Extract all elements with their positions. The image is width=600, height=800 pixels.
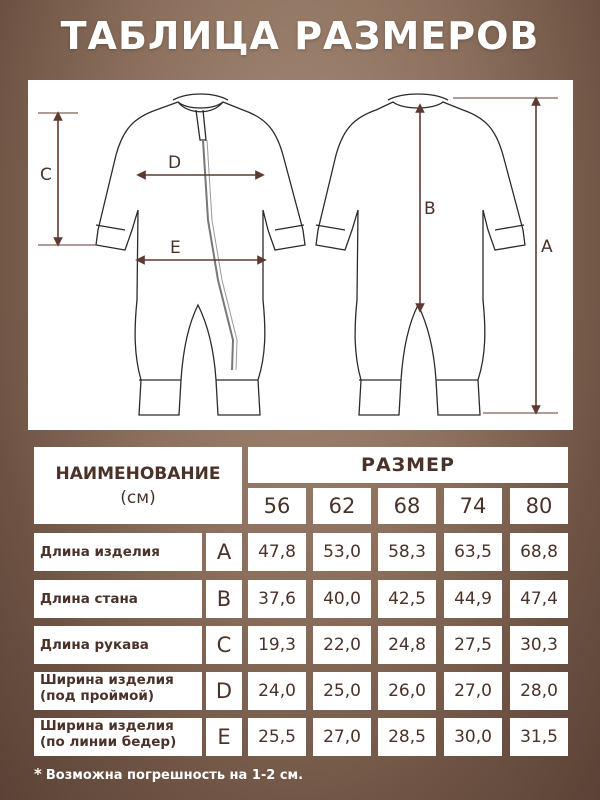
row-letter-d: D <box>206 672 242 710</box>
table-cell: 30,0 <box>444 718 502 756</box>
table-cell: 25,5 <box>248 718 306 756</box>
row-label-text: Длина стана <box>40 591 138 607</box>
label-e: E <box>170 238 181 258</box>
table-cell: 53,0 <box>313 533 371 571</box>
row-label-text: Ширина изделия <box>40 718 174 734</box>
row-label-e <box>34 718 202 756</box>
table-cell: 22,0 <box>313 626 371 664</box>
size-56: 56 <box>248 488 306 524</box>
table-cell: 19,3 <box>248 626 306 664</box>
label-c: C <box>40 165 52 185</box>
size-74: 74 <box>444 488 502 524</box>
table-cell: 30,3 <box>510 626 568 664</box>
name-header-unit: (см) <box>120 487 156 508</box>
table-cell: 63,5 <box>444 533 502 571</box>
row-label-subtext: (по линии бедер) <box>40 734 177 750</box>
table-cell: 27,5 <box>444 626 502 664</box>
row-letter-e: E <box>206 718 242 756</box>
label-b: B <box>424 199 436 219</box>
table-cell: 47,8 <box>248 533 306 571</box>
page-title: ТАБЛИЦА РАЗМЕРОВ <box>60 14 540 58</box>
table-cell: 37,6 <box>248 580 306 618</box>
table-cell: 40,0 <box>313 580 371 618</box>
table-cell: 25,0 <box>313 672 371 710</box>
table-cell: 26,0 <box>378 672 436 710</box>
onesie-sleepsuit-icon <box>28 80 573 430</box>
label-a: A <box>541 237 553 257</box>
row-label-d <box>34 672 202 710</box>
size-80: 80 <box>510 488 568 524</box>
row-label-text: Ширина изделия <box>40 672 174 688</box>
size-62: 62 <box>313 488 371 524</box>
size-68: 68 <box>378 488 436 524</box>
table-cell: 47,4 <box>510 580 568 618</box>
name-header-title: НАИМЕНОВАНИЕ <box>55 463 221 484</box>
front-view <box>96 94 305 415</box>
row-letter-a: A <box>206 533 242 571</box>
footnote-text: Возможна погрешность на 1-2 см. <box>45 768 304 783</box>
table-cell: 58,3 <box>378 533 436 571</box>
table-cell: 68,8 <box>510 533 568 571</box>
footnote <box>34 765 303 783</box>
row-letter-c: C <box>206 626 242 664</box>
size-header: РАЗМЕР <box>248 447 568 483</box>
garment-diagram <box>28 80 573 430</box>
table-cell: 28,5 <box>378 718 436 756</box>
label-d: D <box>168 153 182 173</box>
name-header <box>34 447 242 524</box>
table-cell: 44,9 <box>444 580 502 618</box>
table-cell: 27,0 <box>313 718 371 756</box>
asterisk-icon: * <box>34 765 42 783</box>
row-letter-b: B <box>206 580 242 618</box>
row-label-subtext: (под проймой) <box>40 688 155 704</box>
table-cell: 31,5 <box>510 718 568 756</box>
row-label-a <box>34 533 202 571</box>
row-label-text: Длина рукава <box>40 637 149 653</box>
row-label-text: Длина изделия <box>40 544 160 560</box>
table-cell: 24,0 <box>248 672 306 710</box>
table-cell: 28,0 <box>510 672 568 710</box>
row-label-b <box>34 580 202 618</box>
row-label-c <box>34 626 202 664</box>
table-cell: 42,5 <box>378 580 436 618</box>
table-cell: 24,8 <box>378 626 436 664</box>
table-cell: 27,0 <box>444 672 502 710</box>
